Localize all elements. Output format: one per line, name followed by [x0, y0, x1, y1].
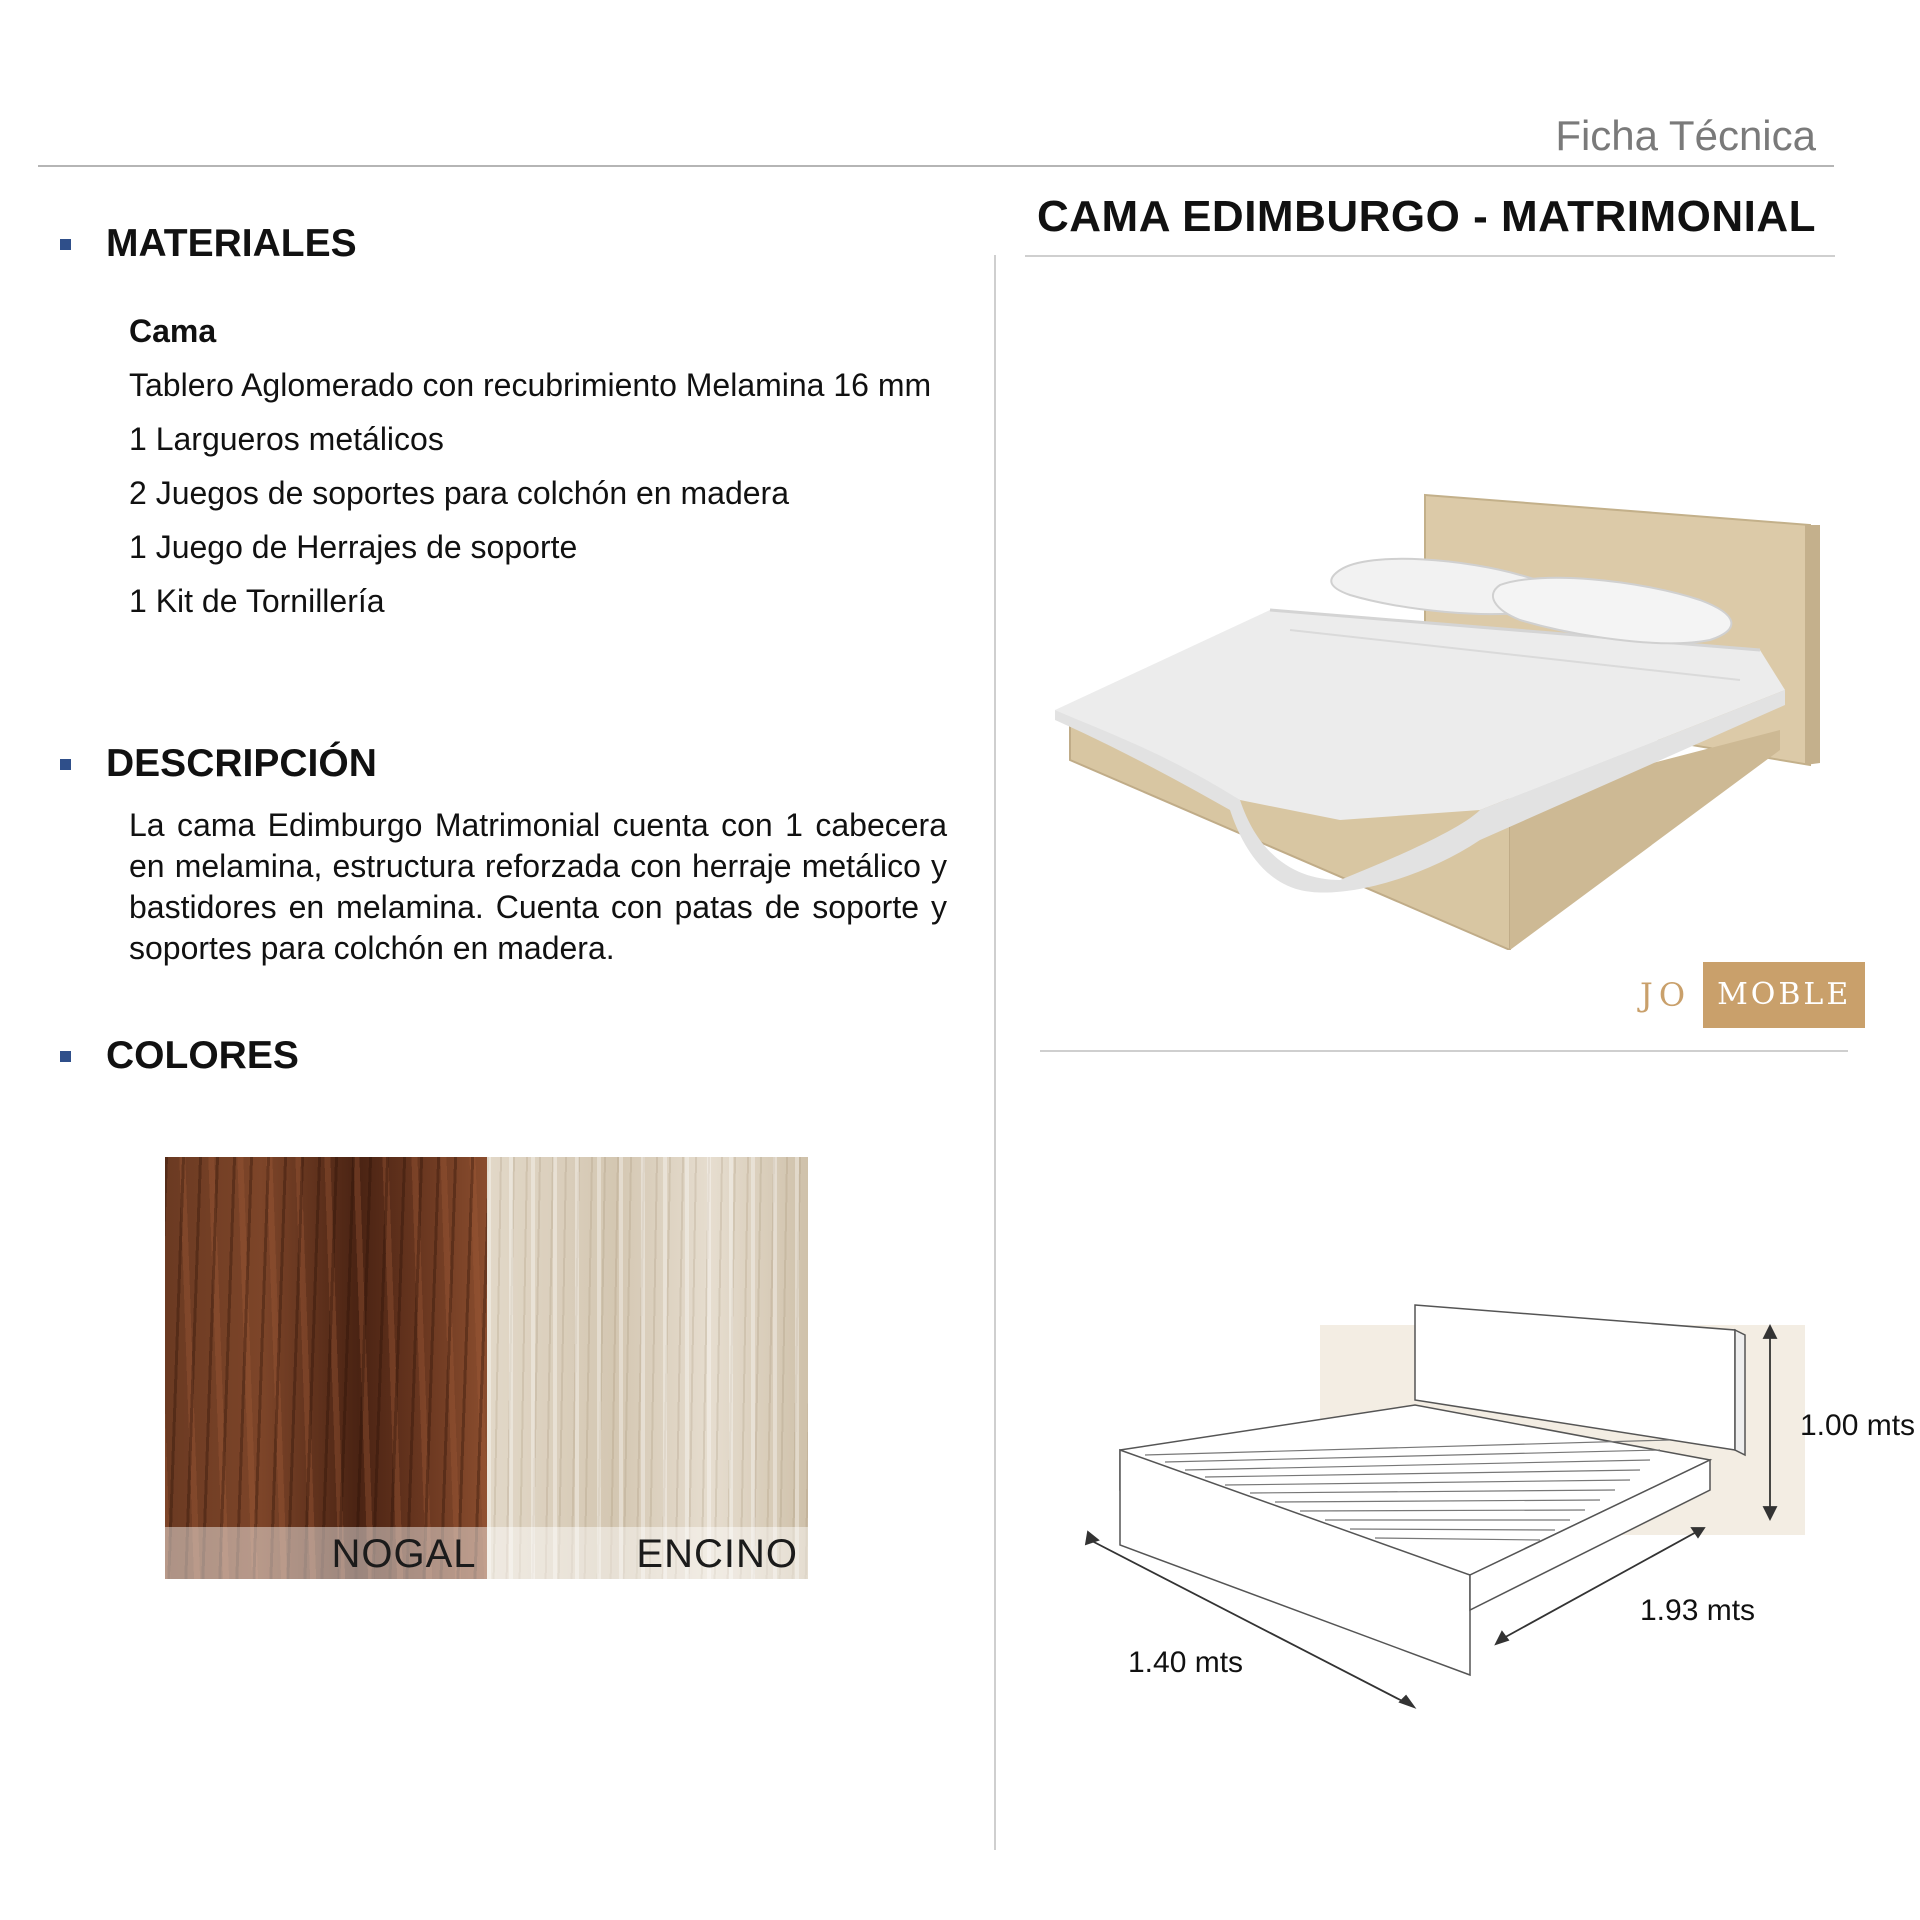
color-swatch-nogal: [165, 1157, 487, 1579]
materials-item: Tablero Aglomerado con recubrimiento Melamina 16 mm: [129, 367, 932, 403]
materials-item: 1 Largueros metálicos: [129, 421, 444, 457]
brand-logo-part1: JO: [1640, 976, 1692, 1014]
materials-subheading: Cama: [129, 313, 217, 349]
materials-list: [129, 310, 949, 634]
materials-item: 1 Juego de Herrajes de soporte: [129, 529, 578, 565]
materials-heading: MATERIALES: [106, 222, 357, 265]
description-heading: DESCRIPCIÓN: [106, 742, 377, 785]
dimension-length: 1.93 mts: [1640, 1594, 1756, 1627]
photo-divider: [1040, 1050, 1848, 1052]
product-title: CAMA EDIMBURGO - MATRIMONIAL: [1037, 192, 1817, 241]
square-bullet-icon: [60, 759, 71, 770]
materials-item: 1 Kit de Tornillería: [129, 583, 385, 619]
brand-logo: [1640, 962, 1865, 1028]
square-bullet-icon: [60, 1051, 71, 1062]
swatch-label-nogal: NOGAL: [331, 1532, 477, 1576]
header-divider: [38, 165, 1834, 167]
column-divider: [994, 255, 996, 1850]
description-text: La cama Edimburgo Matrimonial cuenta con 1 cabecera en melamina, estructura reforzada con herraje metálico y bastidores en melamina. Cuenta con patas de soporte y soportes para colchón en madera.: [129, 807, 947, 966]
square-bullet-icon: [60, 239, 71, 250]
materials-section-heading: [60, 222, 357, 266]
color-swatches: [165, 1157, 808, 1579]
description-section-heading: [60, 742, 377, 786]
materials-item: 2 Juegos de soportes para colchón en madera: [129, 475, 789, 511]
colors-heading: COLORES: [106, 1034, 299, 1077]
title-divider: [1025, 255, 1835, 257]
dimension-height: 1.00 mts: [1800, 1409, 1916, 1442]
document-type-label: Ficha Técnica: [1555, 112, 1816, 159]
bed-product-photo: [1040, 480, 1820, 950]
swatch-label-encino: ENCINO: [636, 1532, 798, 1576]
colors-section-heading: [60, 1034, 299, 1078]
brand-logo-part2: MOBLE: [1703, 962, 1865, 1028]
dimension-width: 1.40 mts: [1128, 1646, 1244, 1679]
color-swatch-encino: [487, 1157, 809, 1579]
